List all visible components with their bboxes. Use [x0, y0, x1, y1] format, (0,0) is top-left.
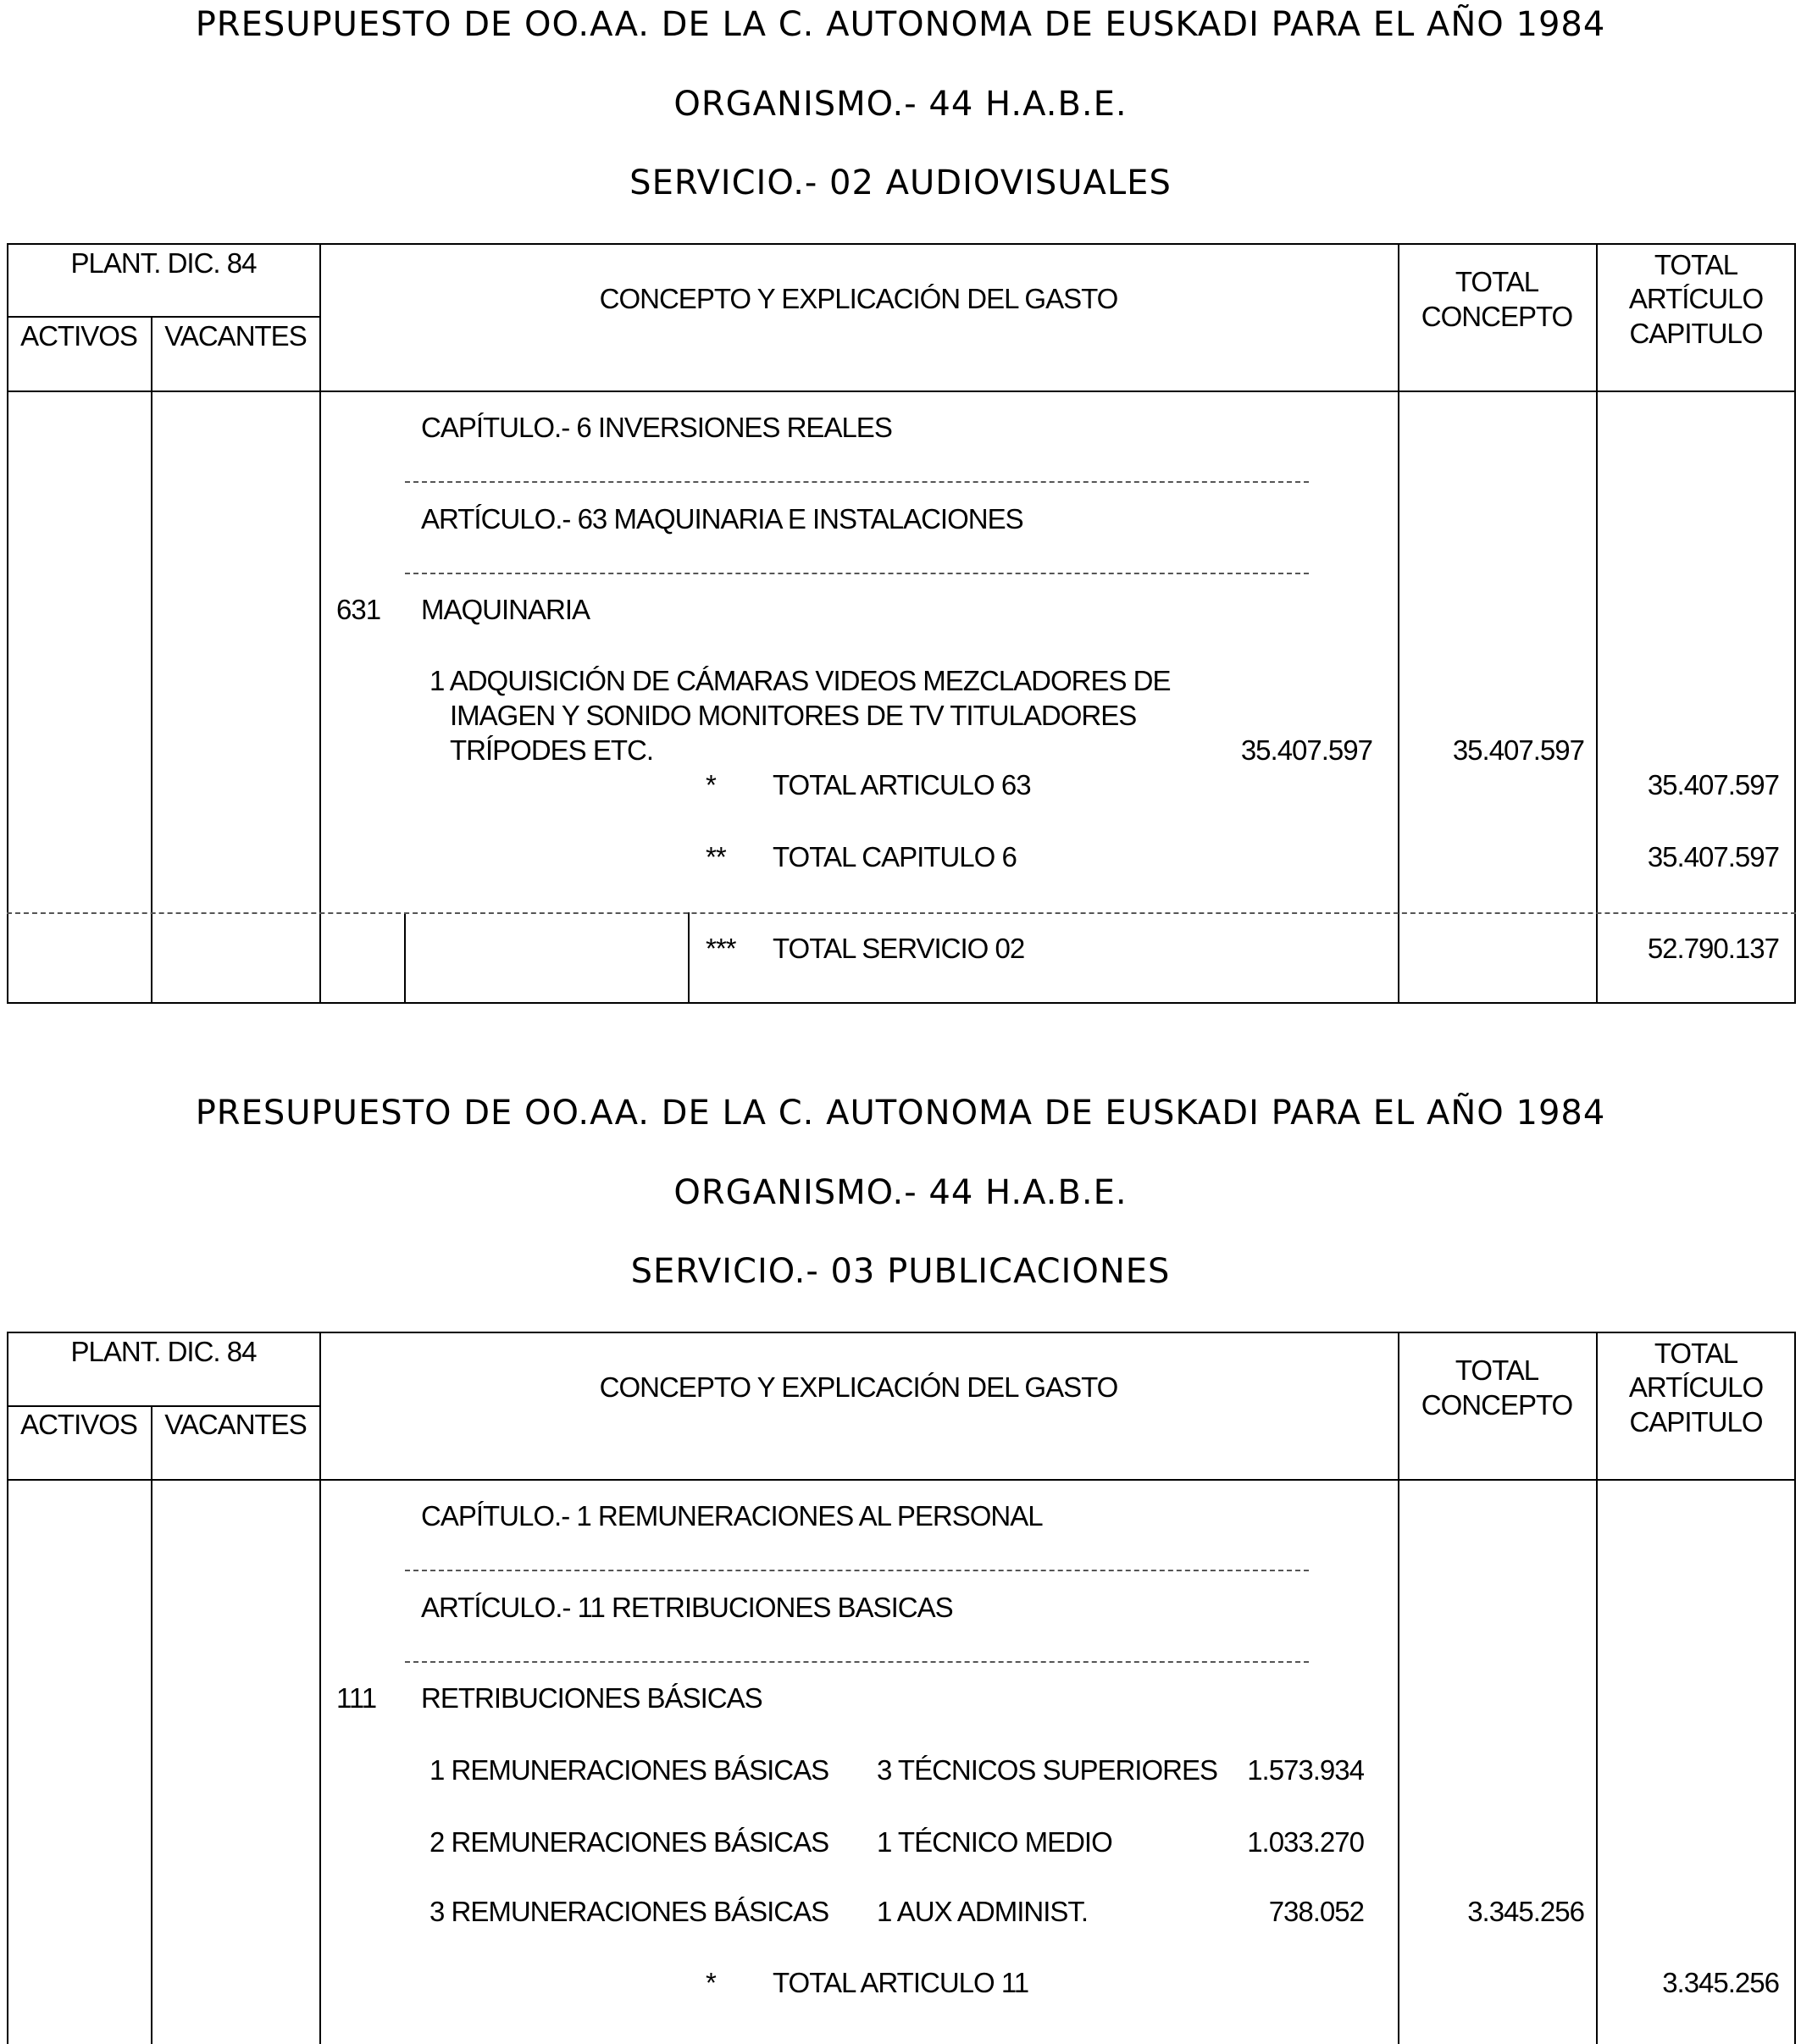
item-label: 2 REMUNERACIONES BÁSICAS — [429, 1826, 829, 1858]
header-vacantes: VACANTES — [164, 1409, 307, 1440]
item-description-line: TRÍPODES ETC. — [450, 734, 654, 766]
total-articulo-mark: * — [706, 769, 716, 800]
item-description-line: 1 ADQUISICIÓN DE CÁMARAS VIDEOS MEZCLADORES DE — [429, 665, 1171, 696]
item-label: 1 REMUNERACIONES BÁSICAS — [429, 1754, 829, 1786]
header-total-concepto-1: TOTAL — [1455, 1354, 1539, 1386]
dashed-separator — [405, 1661, 1309, 1663]
servicio-heading: SERVICIO.- 02 AUDIOVISUALES — [629, 163, 1172, 202]
header-plant: PLANT. DIC. 84 — [70, 247, 257, 279]
item-detail: 3 TÉCNICOS SUPERIORES — [877, 1754, 1217, 1786]
header-total-articulo-1: TOTAL — [1654, 1338, 1738, 1369]
total-capitulo-mark: ** — [706, 841, 726, 872]
dashed-separator — [405, 573, 1309, 574]
item-detail: 1 AUX ADMINIST. — [877, 1896, 1089, 1927]
header-total-articulo-2: ARTÍCULO — [1628, 283, 1764, 314]
col-divider-concepto — [1398, 243, 1399, 1004]
total-capitulo-label: TOTAL CAPITULO 6 — [773, 841, 1017, 872]
item-total-concepto: 35.407.597 — [1452, 734, 1584, 766]
total-articulo-label: TOTAL ARTICULO 63 — [773, 769, 1031, 800]
total-servicio-mark: *** — [706, 933, 736, 964]
header-total-concepto-1: TOTAL — [1455, 266, 1539, 297]
dashed-separator — [405, 1570, 1309, 1571]
item-label: 3 REMUNERACIONES BÁSICAS — [429, 1896, 829, 1927]
item-amount: 35.407.597 — [1240, 734, 1372, 766]
header-concepto: CONCEPTO Y EXPLICACIÓN DEL GASTO — [599, 1371, 1118, 1403]
col-divider-activos — [151, 316, 152, 1004]
total-servicio-value: 52.790.137 — [1647, 933, 1779, 964]
header-activos: ACTIVOS — [20, 320, 137, 352]
item-amount: 738.052 — [1268, 1896, 1364, 1927]
concept-code: 111 — [336, 1682, 377, 1714]
header-plant: PLANT. DIC. 84 — [70, 1336, 257, 1367]
header-total-articulo-1: TOTAL — [1654, 249, 1738, 280]
servicio-heading: SERVICIO.- 03 PUBLICACIONES — [630, 1252, 1171, 1291]
item-amount: 1.033.270 — [1247, 1826, 1364, 1858]
budget-title: PRESUPUESTO DE OO.AA. DE LA C. AUTONOMA DE EUSKADI PARA EL AÑO 1984 — [195, 5, 1606, 44]
header-total-concepto-2: CONCEPTO — [1421, 1389, 1573, 1421]
total-articulo-value: 3.345.256 — [1662, 1967, 1779, 1998]
header-vacantes: VACANTES — [164, 320, 307, 352]
dashed-separator — [405, 481, 1309, 483]
item-description-line: IMAGEN Y SONIDO MONITORES DE TV TITULADORES — [450, 700, 1137, 731]
total-capitulo-value: 35.407.597 — [1647, 841, 1779, 872]
header-bottom-line — [7, 1479, 1796, 1481]
organismo-heading: ORGANISMO.- 44 H.A.B.E. — [673, 1173, 1128, 1212]
col-divider-activos — [151, 1405, 152, 2044]
articulo-label: ARTÍCULO.- 63 MAQUINARIA E INSTALACIONES — [421, 503, 1023, 535]
table-frame — [7, 243, 1796, 1004]
col-divider-vacantes — [319, 243, 321, 1004]
col-divider-mark — [688, 912, 690, 1004]
articulo-label: ARTÍCULO.- 11 RETRIBUCIONES BASICAS — [421, 1592, 953, 1623]
header-total-articulo-3: CAPITULO — [1629, 318, 1763, 349]
plant-divider — [7, 316, 320, 318]
total-articulo-label: TOTAL ARTICULO 11 — [773, 1967, 1029, 1998]
capitulo-label: CAPÍTULO.- 6 INVERSIONES REALES — [421, 412, 892, 443]
header-bottom-line — [7, 391, 1796, 392]
concept-name: RETRIBUCIONES BÁSICAS — [421, 1682, 762, 1714]
service-total-separator — [7, 912, 1796, 914]
col-divider-code — [404, 912, 406, 1004]
item-detail: 1 TÉCNICO MEDIO — [877, 1826, 1112, 1858]
header-concepto: CONCEPTO Y EXPLICACIÓN DEL GASTO — [599, 283, 1118, 314]
total-articulo-mark: * — [706, 1967, 716, 1998]
total-articulo-value: 35.407.597 — [1647, 769, 1779, 800]
budget-title: PRESUPUESTO DE OO.AA. DE LA C. AUTONOMA DE EUSKADI PARA EL AÑO 1984 — [195, 1094, 1606, 1133]
col-divider-total-concepto — [1596, 243, 1598, 1004]
organismo-heading: ORGANISMO.- 44 H.A.B.E. — [673, 85, 1128, 124]
item-amount: 1.573.934 — [1247, 1754, 1364, 1786]
col-divider-concepto — [1398, 1332, 1399, 2044]
concept-name: MAQUINARIA — [421, 594, 590, 625]
header-total-articulo-3: CAPITULO — [1629, 1406, 1763, 1437]
plant-divider — [7, 1405, 320, 1407]
item-total-concepto: 3.345.256 — [1467, 1896, 1584, 1927]
total-servicio-label: TOTAL SERVICIO 02 — [773, 933, 1025, 964]
header-total-concepto-2: CONCEPTO — [1421, 301, 1573, 332]
header-activos: ACTIVOS — [20, 1409, 137, 1440]
capitulo-label: CAPÍTULO.- 1 REMUNERACIONES AL PERSONAL — [421, 1500, 1043, 1532]
concept-code: 631 — [336, 594, 381, 625]
header-total-articulo-2: ARTÍCULO — [1628, 1371, 1764, 1403]
